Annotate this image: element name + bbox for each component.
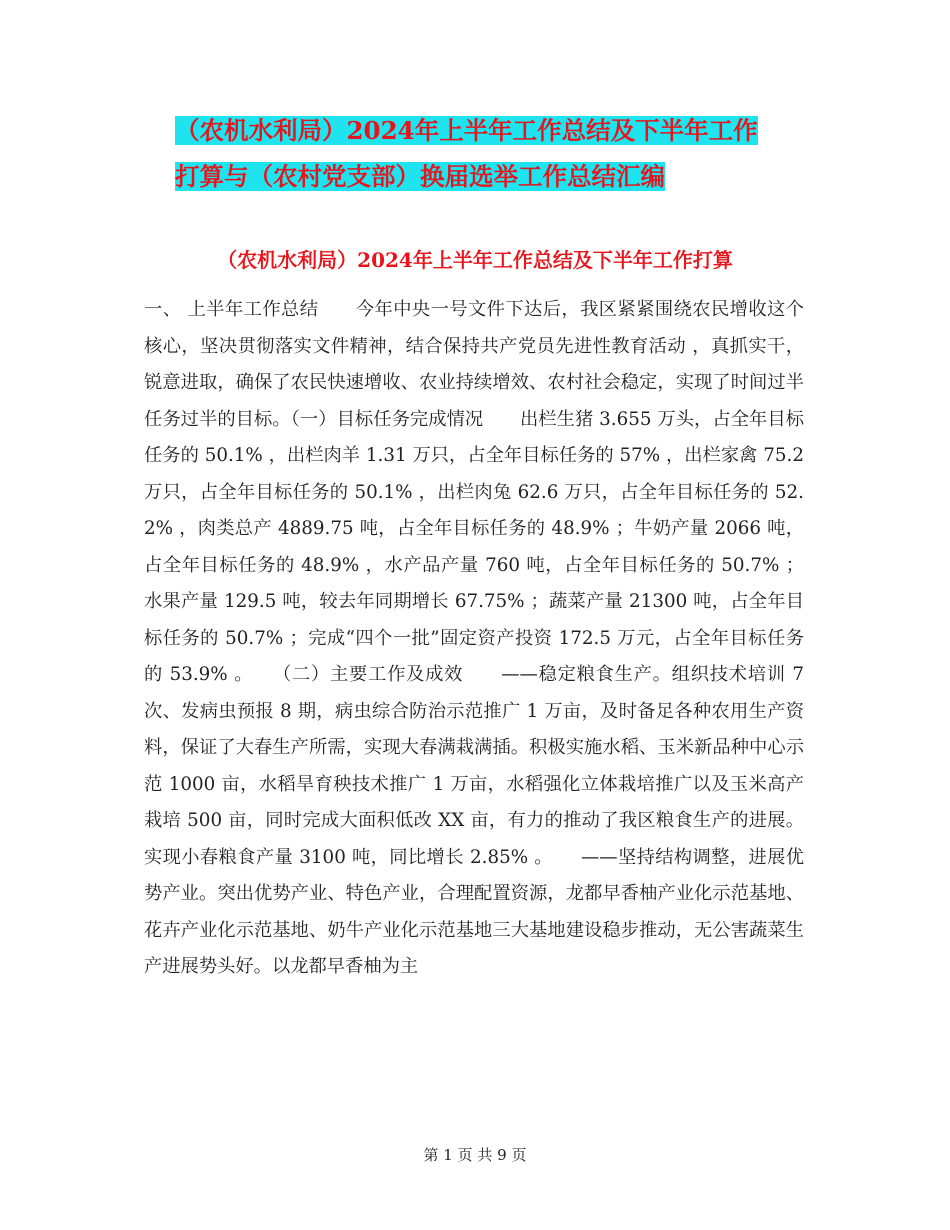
document-title-line1: （农机水利局）2024年上半年工作总结及下半年工作 <box>175 116 758 145</box>
document-title-line2: 打算与（农村党支部）换届选举工作总结汇编 <box>175 162 665 191</box>
document-title <box>175 108 815 200</box>
section-title: （农机水利局）2024年上半年工作总结及下半年工作打算 <box>217 248 733 272</box>
page-footer: 第 1 页 共 9 页 <box>423 1146 527 1164</box>
body-paragraph: 一、 上半年工作总结 今年中央一号文件下达后，我区紧紧围绕农民增收这个核心，坚决贯彻落实文件精神，结合保持共产党员先进性教育活动 ，真抓实干，锐意进取，确保了农民快速增收、农业持续增效、农村社会稳定，实现了时间过半任务过半的目标。（一）目标任务完成情况 出栏生猪 3.655 万头，占全年目标任务的 50.1% ，出栏肉羊 1.31 万只，占全年目标任务的 57% ，出栏家禽 75.2 万只，占全年目标任务的 50.1% ，出栏肉兔 62.6 万只，占全年目标任务的 52.2% ，肉类总产 4889.75 吨，占全年目标任务的 48.9% ；牛奶产量 2066 吨，占全年目标任务的 48.9% ，水产品产量 760 吨，占全年目标任务的 50.7% ；水果产量 129.5 吨，较去年同期增长 67.75% ；蔬菜产量 21300 吨，占全年目标任务的 50.7% ；完成“四个一批”固定资产投资 172.5 万元，占全年目标任务的 53.9% 。 （二）主要工作及成效 ——稳定粮食生产。组织技术培训 7 次、发病虫预报 8 期，病虫综合防治示范推广 1 万亩，及时备足各种农用生产资料，保证了大春生产所需，实现大春满栽满插。积极实施水稻、玉米新品种中心示范 1000 亩，水稻旱育秧技术推广 1 万亩，水稻强化立体栽培推广以及玉米高产栽培 500 亩，同时完成大面积低改 XX 亩，有力的推动了我区粮食生产的进展。实现小春粮食产量 3100 吨，同比增长 2.85% 。 ——坚持结构调整，进展优势产业。突出优势产业、特色产业，合理配置资源，龙都早香柚产业化示范基地、花卉产业化示范基地、奶牛产业化示范基地三大基地建设稳步推动，无公害蔬菜生产进展势头好。以龙都早香柚为主 <box>144 299 804 977</box>
